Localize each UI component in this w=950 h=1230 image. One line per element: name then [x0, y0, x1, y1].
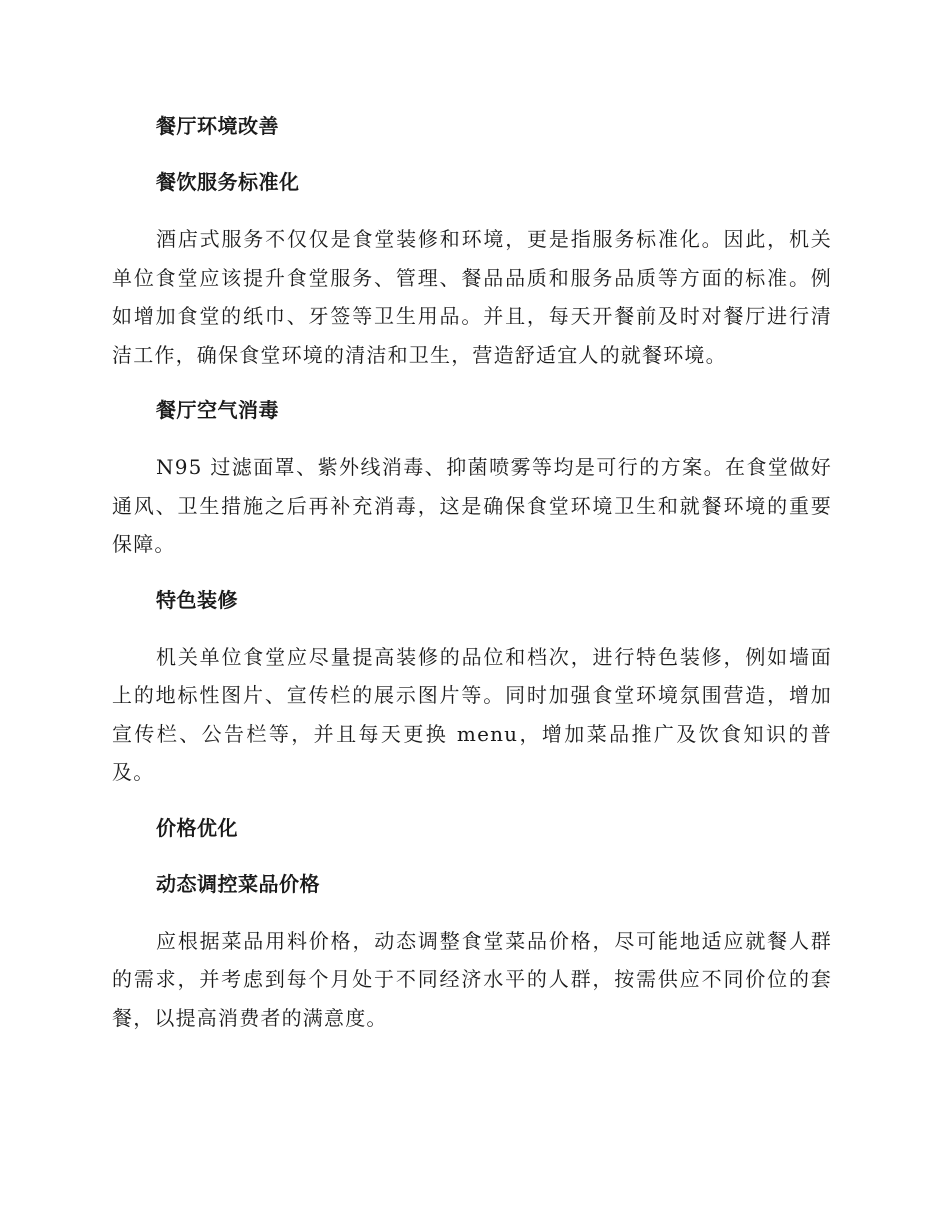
paragraph-service-standardization: 酒店式服务不仅仅是食堂装修和环境，更是指服务标准化。因此，机关单位食堂应该提升食堂服务、管理、餐品品质和服务品质等方面的标准。例如增加食堂的纸巾、牙签等卫生用品。并且，每天开餐前及时对餐厅进行清洁工作，确保食堂环境的清洁和卫生，营造舒适宜人的就餐环境。 — [112, 227, 832, 367]
subheading-featured-decoration: 特色装修 — [156, 587, 238, 612]
paragraph-air-disinfection: N95 过滤面罩、紫外线消毒、抑菌喷雾等均是可行的方案。在食堂做好通风、卫生措施之后再补充消毒，这是确保食堂环境卫生和就餐环境的重要保障。 — [112, 455, 832, 556]
subheading-service-standardization: 餐饮服务标准化 — [156, 170, 300, 194]
subheading-air-disinfection: 餐厅空气消毒 — [156, 398, 279, 422]
paragraph-featured-decoration: 机关单位食堂应尽量提高装修的品位和档次，进行特色装修，例如墙面上的地标性图片、宣传栏的展示图片等。同时加强食堂环境氛围营造，增加宣传栏、公告栏等，并且每天更换 menu，增加菜品推广及饮食知识的普及。 — [112, 644, 832, 784]
paragraph-dynamic-pricing: 应根据菜品用料价格，动态调整食堂菜品价格，尽可能地适应就餐人群的需求，并考虑到每个月处于不同经济水平的人群，按需供应不同价位的套餐，以提高消费者的满意度。 — [112, 928, 832, 1030]
document-body — [112, 108, 832, 1055]
section-heading-price-optimization: 价格优化 — [156, 815, 238, 840]
subheading-dynamic-pricing: 动态调控菜品价格 — [156, 871, 320, 896]
section-heading-restaurant-environment: 餐厅环境改善 — [156, 114, 279, 138]
